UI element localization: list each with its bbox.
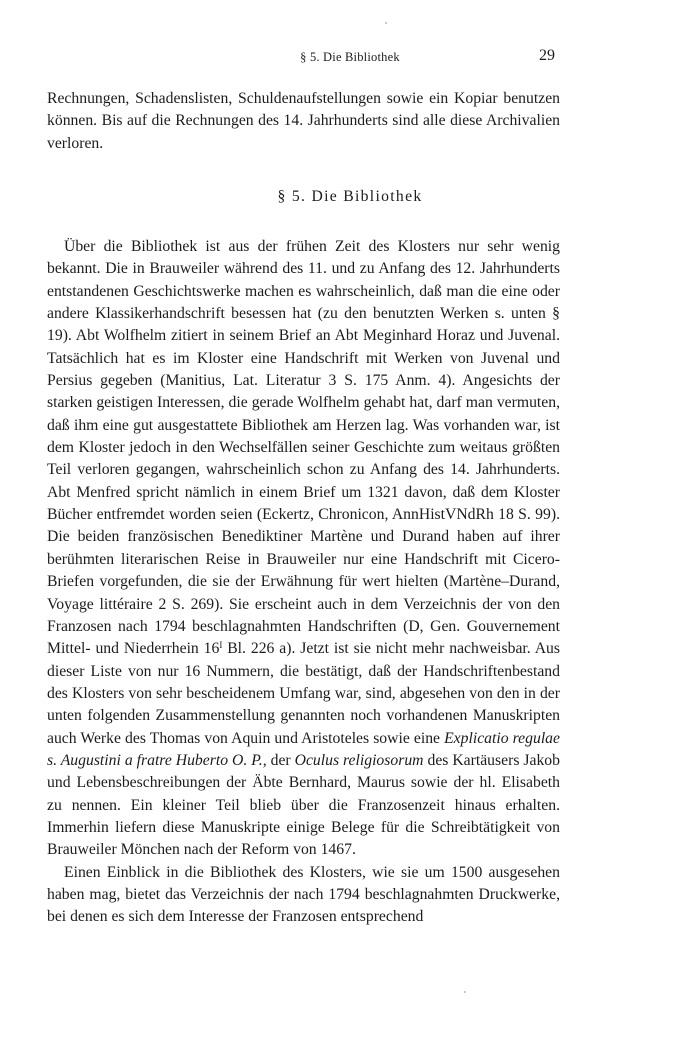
- italic-title-explicatio: Explicatio regulae s. Augustini a fratre Huberto O. P.,: [47, 729, 560, 769]
- scan-speck: [464, 991, 466, 993]
- paragraph-text: Bl. 226 a). Jetzt ist sie nicht mehr nachweisbar. Aus dieser Liste von nur 16 Nummern, die bestätigt, daß der Handschriftenbestand des Klosters von sehr bescheidenem Umfang war, sind, abgesehen von den in der unten folgenden Zusammenstellung genannten noch vorhandenen Manuskripten auch Werke des Thomas von Aquin und Aristoteles sowie eine: [47, 640, 560, 747]
- paragraph-text: des Kartäusers Jakob und Lebensbeschreibungen der Äbte Bernhard, Maurus sowie der hl. Elisabeth zu nennen. Ein kleiner Teil blieb über die Franzosenzeit hinaus erhalten. Immerhin liefern diese Manuskripte einige Belege für die Schreibtätigkeit von Brauweiler Mönchen nach der Reform von 1467.: [47, 751, 560, 859]
- footnote-superscript: I: [219, 640, 223, 651]
- scan-speck: [385, 22, 387, 24]
- main-text: [47, 236, 560, 929]
- page-number: 29: [539, 47, 555, 64]
- paragraph-library-history: [47, 236, 560, 862]
- intro-paragraph: Rechnungen, Schadenslisten, Schuldenaufstellungen sowie ein Kopiar benutzen können. Bis auf die Rechnungen des 14. Jahrhunderts sind alle diese Archivalien verloren.: [47, 90, 560, 152]
- paragraph-printed-works: Einen Einblick in die Bibliothek des Klosters, wie sie um 1500 ausgesehen haben mag, bietet das Verzeichnis der nach 1794 beschlagnahmten Druckwerke, bei denen es sich dem Interesse der Franzosen entsprechend: [47, 863, 560, 926]
- running-head: § 5. Die Bibliothek: [300, 50, 400, 64]
- paragraph-text: der: [266, 751, 295, 769]
- section-heading: § 5. Die Bibliothek: [277, 188, 423, 205]
- italic-title-oculus: Oculus religiosorum: [294, 751, 424, 769]
- paragraph-text: Über die Bibliothek ist aus der frühen Zeit des Klosters nur sehr wenig bekannt. Die in Brauweiler während des 11. und zu Anfang des 12. Jahrhunderts entstandenen Geschichtswerke machen es wahrscheinlich, daß man die eine oder andere Klassikerhandschrift besessen hat (zu den benutzten Werken s. unten § 19). Abt Wolfhelm zitiert in seinem Brief an Abt Meginhard Horaz und Juvenal. Tatsächlich hat es im Kloster eine Handschrift mit Werken von Juvenal und Persius gegeben (Manitius, Lat. Literatur 3 S. 175 Anm. 4). Angesichts der starken geistigen Interessen, die gerade Wolfhelm gehabt hat, darf man vermuten, daß ihm eine gut ausgestattete Bibliothek am Herzen lag. Was vorhanden war, ist dem Kloster jedoch in den Wechselfällen seiner Geschichte zum weitaus größten Teil verloren gegangen, wahrscheinlich schon zu Anfang des 14. Jahrhunderts. Abt Menfred spricht nämlich in einem Brief um 1321 davon, daß dem Kloster Bücher entfremdet worden seien (Eckertz, Chronicon, AnnHistVNdRh 18 S. 99). Die beiden französischen Benediktiner Martène und Durand haben auf ihrer berühmten literarischen Reise in Brauweiler nur eine Handschrift mit Cicero-Briefen vorgefunden, die sie der Erwähnung für wert hielten (Martène–Durand, Voyage littéraire 2 S. 269). Sie erscheint auch in dem Verzeichnis der von den Franzosen nach 1794 beschlagnahmten Handschriften (D, Gen. Gouvernement Mittel- und Niederrhein 16: [47, 238, 560, 658]
